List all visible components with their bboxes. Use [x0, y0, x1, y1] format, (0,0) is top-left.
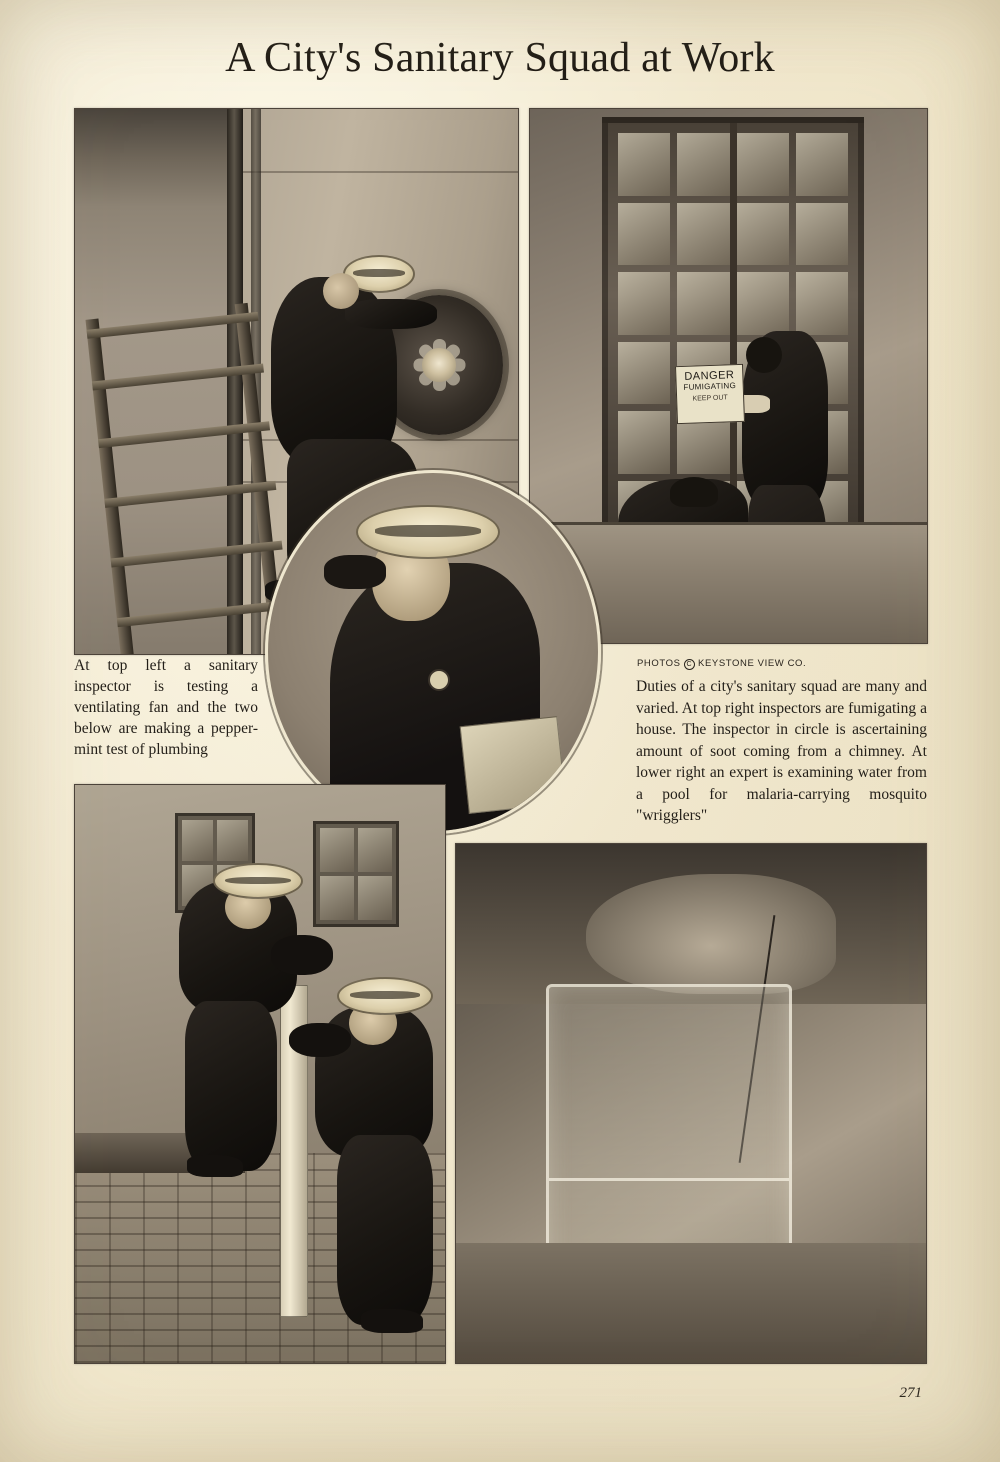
notice-line-2: FUMIGATING	[683, 381, 737, 392]
photo-soot-inspector	[265, 470, 601, 834]
lower-inspector-arm	[289, 1023, 351, 1057]
caption-left: At top left a sanitary inspector is testing a ventilating fan and the two below are making a pepper-mint test of plumbing	[74, 657, 258, 758]
page-title: A City's Sanitary Squad at Work	[225, 35, 775, 81]
copyright-icon: C	[684, 659, 695, 670]
photo-water-wriggler-test	[455, 843, 927, 1364]
notice-line-1: DANGER	[684, 369, 735, 383]
cap-icon	[670, 477, 718, 507]
pool-ground	[456, 1243, 926, 1363]
credit-prefix: PHOTOS	[637, 658, 681, 669]
straw-hat-icon	[356, 505, 500, 559]
upper-inspector-legs	[185, 1001, 277, 1171]
straw-hat-icon	[213, 863, 303, 899]
photo-fumigating-house	[529, 108, 928, 644]
photo-peppermint-plumbing-test	[74, 784, 446, 1364]
badge-icon	[428, 669, 450, 691]
straw-hat-icon-2	[337, 977, 433, 1015]
lower-inspector-legs	[337, 1135, 433, 1325]
water-line	[549, 1178, 789, 1181]
expert-hand	[586, 874, 836, 994]
soot-chart-paper	[460, 716, 567, 814]
credit-suffix: KEYSTONE VIEW CO.	[698, 658, 807, 669]
standing-inspector-head	[746, 337, 782, 373]
lower-inspector-shoe	[361, 1309, 423, 1333]
window-icon-2	[313, 821, 399, 927]
inspector-arm	[345, 299, 437, 329]
upper-inspector-shoe	[187, 1155, 243, 1177]
soot-measuring-instrument-icon	[324, 555, 386, 589]
notice-line-3: KEEP OUT	[692, 394, 728, 403]
inspector-head	[323, 273, 359, 309]
fumigation-notice	[675, 364, 745, 424]
photo-credit	[637, 658, 806, 670]
page-number: 271	[899, 1385, 922, 1401]
upper-inspector-arm	[271, 935, 333, 975]
caption-right: Duties of a city's sanitary squad are many and varied. At top right inspectors are fumigating a house. The inspector in circle is ascertaining amount of soot coming from a chimney. At lower right an expert is examining water from a pool for malaria-carrying mosquito "wrigglers"	[636, 678, 927, 824]
